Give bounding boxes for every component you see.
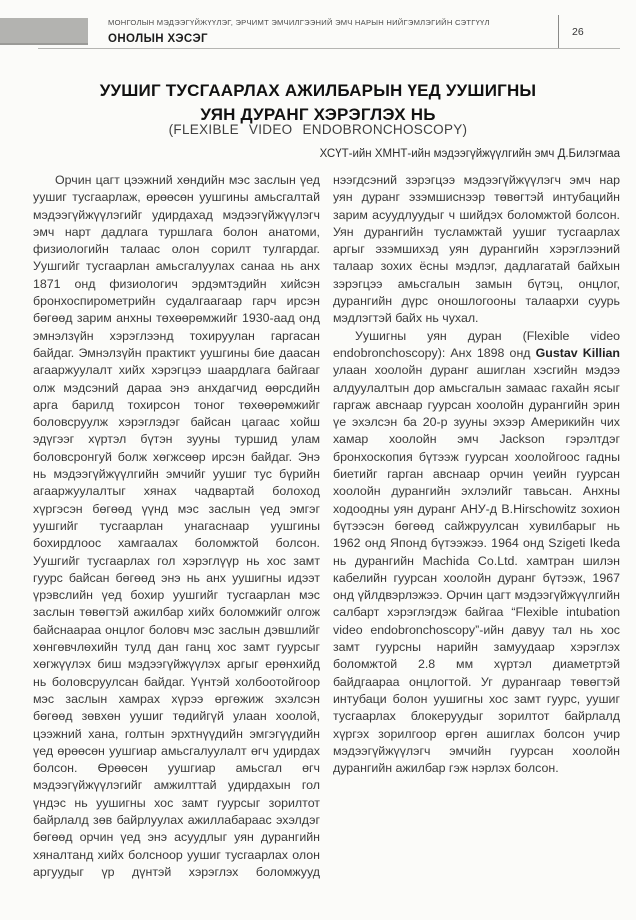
header-divider [38, 48, 620, 49]
section-heading: ОНОЛЫН ХЭСЭГ [108, 33, 208, 45]
page-number: 26 [572, 25, 584, 38]
journal-title: МОНГОЛЫН МЭДЭЭГҮЙЖҮҮЛЭГ, ЭРЧИМТ ЭМЧИЛГЭЭНИЙ ЭМЧ НАРЫН НИЙГЭМЛЭГИЙН СЭТГҮҮЛ [108, 18, 490, 27]
section-tab-marker [0, 18, 88, 45]
body-paragraph-2-bold-name: Gustav Killian [535, 345, 620, 360]
article-body [33, 172, 620, 888]
article-title-line2: УЯН ДУРАНГ ХЭРЭГЛЭХ НЬ [200, 105, 436, 125]
article-author: ХСҮТ-ийн ХМНТ-ийн мэдээгүйжүүлгийн эмч Д.Билэгмаа [319, 148, 620, 160]
page-number-block [558, 15, 584, 48]
body-paragraph-2 [333, 328, 620, 778]
body-paragraph-2-post: улаан хоолойн дуранг ашиглан хэсгийн мэдээ алдуулалтын дор амьсгалын замаас гахайн ясыг гаргаж авснаар гуурсан хоолойн дурангийн эрин үе эхэлсэн ба 20-р зууны эхээр Америкийн чих хамар хоолойн эмч Jackson гэрэлтдэг бронхоскопия бүтээж гуурсан хоолойгоос гадны биетийг гарган авснаар орчин үеийн гуурсан хоолойн дурангийн эхлэлийг тавьсан. Анхны ходоодны уян дуранг АНУ-д B.Hirschowitz зохион бүтээсэн бөгөөд сайжруулсан хувилбарыг нь 1962 онд Японд бүтээжээ. 1964 онд Szigeti Ikeda нь дурангийн Machida Co.Ltd. хамтран шилэн кабелийн гуурсан хоолойн дуранг бүтээж, 1967 онд үйлдвэрлэжээ. Орчин цагт мэдээгүйжүүлгийн салбарт хэрэглэгдэж байгаа “Flexible intubation video endobronchoscopy”-ийн давуу тал нь хос замт гуурсны нарийн замуудаар хэрэглэх боломжтой 2.8 мм хүртэл диаметртэй байдгаараа онцлогтой. Уг дурангаар төвөгтэй интубаци болон уушигны хос замт гуурс, уушиг тусгаарлах блокеруудыг зорилтот байрлалд хүргэх зорилгоор өргөн ашиглах болсон учир мэдээгүйжүүлэгч эмчийн гуурсан хоолойн дурангийн ажилбар гэж нэрлэх болсон. [333, 363, 620, 776]
body-paragraph-1-text: Орчин цагт цээжний хөндийн мэс заслын үед уушиг тусгаарлаж, өрөөсөн уушгины амьсгалтай мэдээгүйжүүлэгийг удирдахад мэдээгүйжүүлэгч эмч нарт дадлага туршлага болон анатоми, физиологийн талаас олон сорилт тулгардаг. Уушгийг тусгаарлан амьсгалуулах санаа нь анх 1871 онд физиологич эрдэмтэдийн хийсэн бронхоспирометрийн судалгаагаар гарч ирсэн бөгөөд зарим анхны төхөөрөмжийг 1930-аад онд эмнэлзүйн хэрэглээнд тохируулан гаргасан байдаг. Эмнэлзүйн практикт уушгины бие даасан агааржуулалт хийх хэрэгцээ шаардлага байгааг олж мэдсэний дараа энэ анхдагчид өөрсдийн арга барилд тохирсон тоног төхөөрөмжийг боловсруулж хэрэглэдэг байсан цагаас хойш эдүгээг хүртэл бүтэн зууны туршид улам боловсронгуй болж хөгжсөөр ирсэн байдаг. Энэ нь мэдээгүйжүүлгийн эмчийг уушиг тус бүрийн агааржуулалтыг хянах чадвартай болоход хүргэсэн бөгөөд үүнд мэс заслын үед эмгэг уушгийг тусгаарлан унагаснаар уушгины бохирдлоос хамгаалах боломжтой болсон. Уушгийг тусгаарлах гол хэрэглүүр нь хос замт гуурс байсан бөгөөд энэ нь анх уушигны идээт үрэвслийн үед бохир уушгийг тусгаарлан мэс заслын төвөгтэй ажилбар хийх боломжийг олгож байснаараа онцлог боловч мэс заслын дэвшлийг хөнгөвчлөхийн тулд дан ганц хос замт гуурсыг хөгжүүлэх биш мэдээгүйжүүлэх аргыг ерөнхийд нь боловсруулсан байдаг. Үүнтэй холбоотойгоор мэс заслын хамрах хүрээ өргөжиж эхэлсэн бөгөөд зөвхөн уушиг төдийгүй улаан хоолой, цээжний хана, голтын эрхтнүүдийн эмгэгүүдийн үед өрөөсөн уушгиар амьсгалуулалт өгч удирдах болсон. Өрөөсөн уушгиар амьсгал өгч мэдээгүйжүүлэгийг амжилттай удирдахын гол үндэс нь уушигны хос замт гуурсыг зорилтот байрлалд зөв байрлуулах ажиллабараас эхэлдэг бөгөөд орчин үед энэ асуудлыг уян дурангийн хяналтанд хийх болсноор уушиг тусгаарлах олон аргуудыг үр дүнтэй хэрэглэх боломжууд нээгдсэний зэрэгцээ мэдээгүйжүүлэгч эмч нар уян дуранг эзэмшиснээр төвөгтэй интубацийн зарим асуудлуудыг ч шийдэх боломжтой болсон. Уян дурангийн тусламжтай уушиг тусгаарлах аргыг эзэмшихэд уян дурангийн хэрэглээний талаар зохих ёсны мэдлэг, дадлагатай байхын зэрэгцээ амьсгалын замын бүтэц, онцлог, дурангийн дүрс оношлогооны талаархи суурь мэдлэгтэй байх нь чухал. [33, 173, 620, 879]
article-title-line1: УУШИГ ТУСГААРЛАХ АЖИЛБАРЫН ҮЕД УУШИГНЫ [99, 81, 537, 101]
article-title [68, 79, 568, 127]
body-paragraph-2-pre: Уушигны уян дуран (Flexible video endobronchoscopy): Анх 1898 онд [333, 328, 620, 360]
article-subtitle: (FLEXIBLE VIDEO ENDOBRONCHOSCOPY) [168, 122, 468, 137]
page-header [108, 17, 548, 47]
